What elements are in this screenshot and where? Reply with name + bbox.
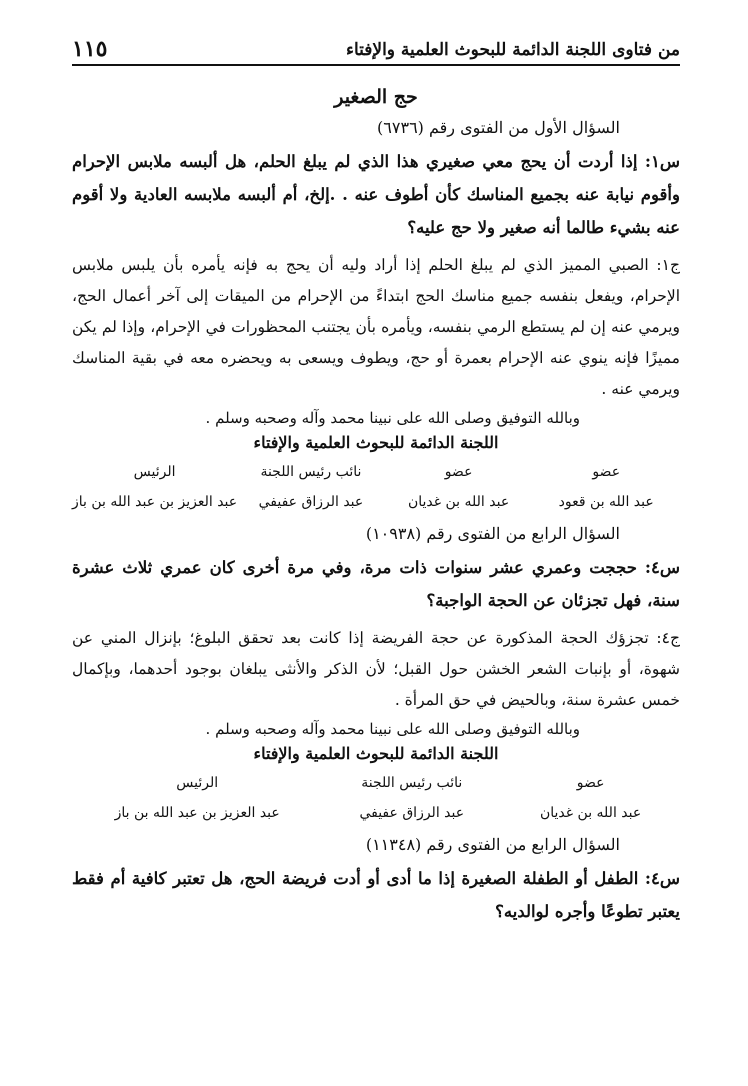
question-text: س٤: حججت وعمري عشر سنوات ذات مرة، وفي مرة أخرى كان عمري ثلاث عشرة سنة، فهل تجزئان عن الحجة الواجبة؟ — [72, 558, 680, 610]
signatory — [237, 464, 385, 510]
committee-name: اللجنة الدائمة للبحوث العلمية والإفتاء — [253, 744, 499, 763]
signatory-name: عبد العزيز بن عبد الله بن باز — [114, 805, 280, 821]
signatory — [532, 464, 680, 510]
signatory-role: عضو — [444, 464, 473, 480]
section-title: حج الصغير — [334, 86, 418, 108]
signatory-name: عبد الله بن قعود — [558, 494, 654, 510]
committee-name: اللجنة الدائمة للبحوث العلمية والإفتاء — [253, 433, 499, 452]
signatures-row — [72, 464, 680, 510]
signatory-name: عبد الرزاق عفيفي — [258, 494, 364, 510]
signatory-role: عضو — [576, 775, 605, 791]
signatory — [322, 775, 501, 821]
signatures-row — [72, 775, 680, 821]
signatory-name: عبد الرزاق عفيفي — [359, 805, 465, 821]
closing-text: وبالله التوفيق وصلى الله على نبينا محمد وآله وصحبه وسلم . — [205, 720, 580, 738]
signatory — [72, 775, 322, 821]
signatory-name: عبد الله بن غديان — [539, 805, 642, 821]
fatwa-reference: السؤال الأول من الفتوى رقم (٦٧٣٦) — [377, 118, 620, 137]
signatory — [501, 775, 680, 821]
signatory — [385, 464, 533, 510]
running-title: من فتاوى اللجنة الدائمة للبحوث العلمية والإفتاء — [345, 40, 680, 60]
answer-text: ج٤: تجزؤك الحجة المذكورة عن حجة الفريضة إذا كانت بعد تحقق البلوغ؛ بإنزال المني عن شهوة، أو بإنبات الشعر الخشن حول القبل؛ لأن الذكر والأنثى يبلغان بوجود أحدهما، وبإكمال خمس عشرة سنة، وبالحيض في حق المرأة . — [72, 629, 680, 709]
question-text: س٤: الطفل أو الطفلة الصغيرة إذا ما أدى أو أدت فريضة الحج، هل تعتبر كافية أم فقط يعتبر تطوعًا وأجره لوالديه؟ — [72, 869, 680, 921]
signatory-role: الرئيس — [133, 464, 176, 480]
signatory-role: نائب رئيس اللجنة — [361, 775, 463, 791]
signatory-name: عبد الله بن غديان — [407, 494, 510, 510]
answer-text: ج١: الصبي المميز الذي لم يبلغ الحلم إذا أراد وليه أن يحج به فإنه يأمره بأن يلبس ملابس الإحرام، ويفعل بنفسه جميع مناسك الحج ابتداءً من الإحرام من الميقات إلى آخر أعمال الحج، ويرمي عنه إن لم يستطع الرمي بنفسه، ويأمره بأن يجتنب المحظورات في الإحرام، وإذا لم يكن مميزًا فإنه ينوي عنه الإحرام بعمرة أو حج، ويطوف ويسعى به ويحضره معه في بقية المناسك ويرمي عنه . — [72, 256, 680, 398]
signatory — [72, 464, 237, 510]
closing-text: وبالله التوفيق وصلى الله على نبينا محمد وآله وصحبه وسلم . — [205, 409, 580, 427]
page-number: ١١٥ — [72, 36, 108, 62]
signatory-name: عبد العزيز بن عبد الله بن باز — [72, 494, 238, 510]
fatwa-reference: السؤال الرابع من الفتوى رقم (١١٣٤٨) — [365, 835, 620, 854]
signatory-role: الرئيس — [176, 775, 219, 791]
page-content — [72, 80, 680, 934]
page-header — [72, 30, 680, 66]
signatory-role: نائب رئيس اللجنة — [260, 464, 362, 480]
signatory-role: عضو — [592, 464, 621, 480]
question-text: س١: إذا أردت أن يحج معي صغيري هذا الذي لم يبلغ الحلم، هل ألبسه ملابس الإحرام وأقوم نيابة عنه بجميع المناسك كأن أطوف عنه . .إلخ، أم ألبسه ملابسه العادية ولا أقوم عنه بشيء طالما أنه صغير ولا حج عليه؟ — [72, 152, 680, 237]
fatwa-reference: السؤال الرابع من الفتوى رقم (١٠٩٣٨) — [365, 524, 620, 543]
